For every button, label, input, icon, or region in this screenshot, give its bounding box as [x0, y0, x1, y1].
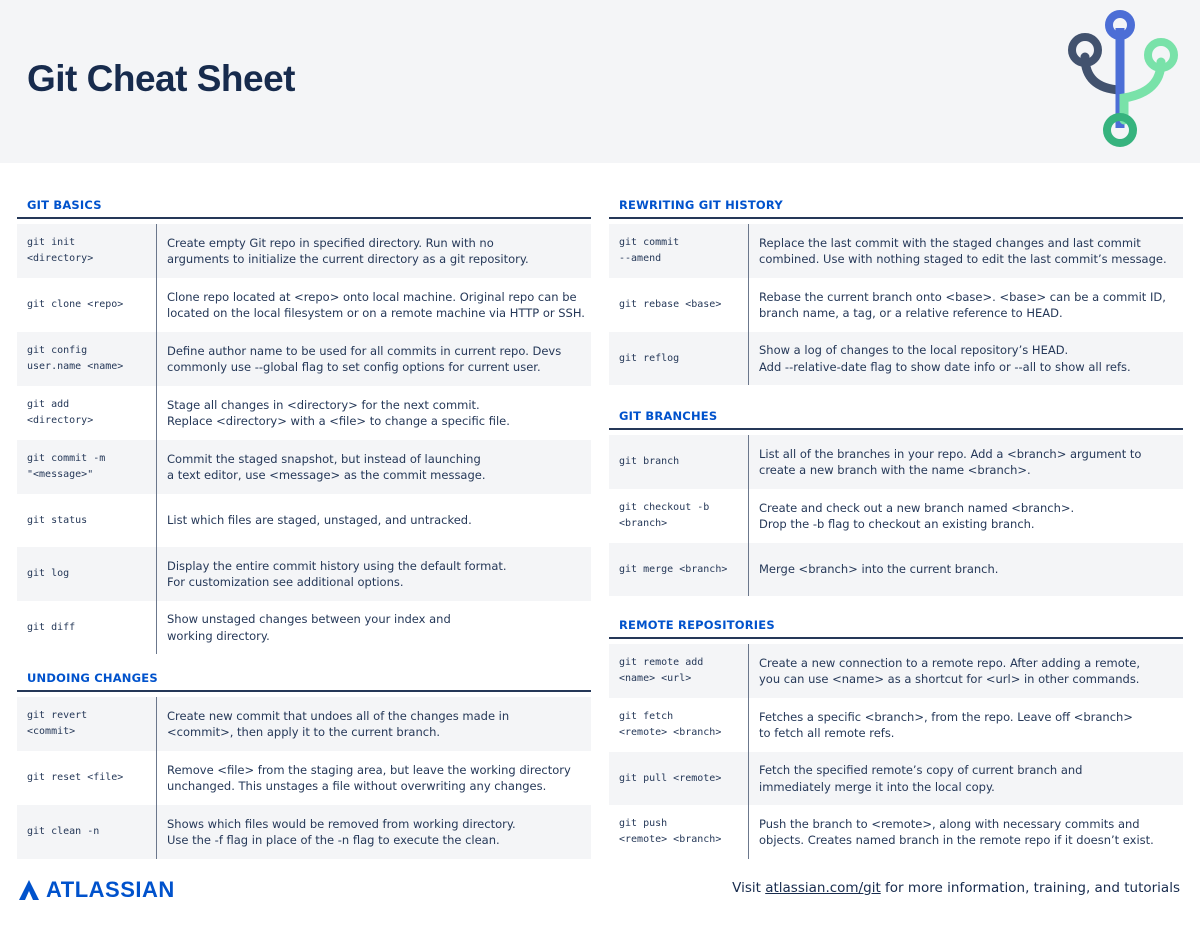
table-row — [17, 601, 591, 654]
command: git reset <file> — [17, 751, 157, 805]
description: Fetch the specified remote’s copy of current branch and immediately merge it into the local copy. — [759, 763, 1083, 794]
table-row — [609, 435, 1183, 489]
description: Display the entire commit history using the default format. For customization see additional options. — [167, 558, 507, 589]
description: Clone repo located at <repo> onto local machine. Original repo can be located on the local filesystem or on a remote machine via HTTP or SSH. — [167, 289, 585, 320]
description: Create new commit that undoes all of the changes made in <commit>, then apply it to the current branch. — [167, 708, 510, 739]
description: Show a log of changes to the local repository’s HEAD. Add --relative-date flag to show date info or --all to show all refs. — [759, 343, 1131, 374]
section-title: GIT BASICS — [17, 198, 591, 219]
section-undoing-changes — [17, 671, 591, 859]
section-git-branches — [609, 409, 1183, 596]
header — [0, 0, 1200, 163]
command: git fetch <remote> <branch> — [609, 698, 749, 752]
table-row — [609, 752, 1183, 805]
section-title: UNDOING CHANGES — [17, 671, 591, 692]
table-row — [17, 805, 591, 859]
footer-link[interactable]: atlassian.com/git — [765, 880, 881, 896]
description: Shows which files would be removed from working directory. Use the -f flag in place of the -n flag to execute the clean. — [167, 816, 516, 847]
section-title: GIT BRANCHES — [609, 409, 1183, 430]
command: git status — [17, 494, 157, 547]
section-remote-repositories — [609, 618, 1183, 859]
command: git revert <commit> — [17, 697, 157, 751]
description: Create empty Git repo in specified directory. Run with no arguments to initialize the current directory as a git repository. — [167, 235, 529, 266]
command: git commit -m "<message>" — [17, 440, 157, 494]
table-row — [17, 494, 591, 547]
description: Merge <branch> into the current branch. — [759, 562, 999, 577]
table-row — [609, 224, 1183, 278]
section-git-basics — [17, 198, 591, 654]
git-branch-icon — [1058, 10, 1188, 152]
command: git config user.name <name> — [17, 332, 157, 386]
description: Fetches a specific <branch>, from the repo. Leave off <branch> to fetch all remote refs. — [759, 709, 1133, 740]
table-row — [17, 386, 591, 440]
description: Replace the last commit with the staged changes and last commit combined. Use with nothing staged to edit the last commit’s message. — [759, 235, 1167, 266]
table-row — [609, 543, 1183, 596]
command: git commit --amend — [609, 224, 749, 278]
table-row — [609, 805, 1183, 859]
description: Remove <file> from the staging area, but leave the working directory unchanged. This unstages a file without overwriting any changes. — [167, 762, 571, 793]
table-row — [609, 278, 1183, 332]
description: List which files are staged, unstaged, and untracked. — [167, 513, 472, 528]
table-row — [609, 698, 1183, 752]
table-row — [17, 332, 591, 386]
brand-name: ATLASSIAN — [46, 877, 175, 902]
footer — [732, 880, 1180, 896]
atlassian-logo[interactable] — [18, 877, 175, 903]
table-row — [17, 224, 591, 278]
command: git reflog — [609, 332, 749, 385]
description: Commit the staged snapshot, but instead of launching a text editor, use <message> as the commit message. — [167, 451, 486, 482]
description: Rebase the current branch onto <base>. <base> can be a commit ID, branch name, a tag, or a relative reference to HEAD. — [759, 289, 1166, 320]
command: git push <remote> <branch> — [609, 805, 749, 859]
description: Stage all changes in <directory> for the next commit. Replace <directory> with a <file> to change a specific file. — [167, 397, 510, 428]
command: git pull <remote> — [609, 752, 749, 805]
table-row — [17, 697, 591, 751]
footer-suffix: for more information, training, and tutorials — [880, 880, 1180, 896]
command: git rebase <base> — [609, 278, 749, 332]
command: git diff — [17, 601, 157, 654]
command: git add <directory> — [17, 386, 157, 440]
table-row — [17, 440, 591, 494]
page-title: Git Cheat Sheet — [27, 58, 295, 99]
description: Create a new connection to a remote repo. After adding a remote, you can use <name> as a shortcut for <url> in other commands. — [759, 655, 1141, 686]
table-row — [609, 489, 1183, 543]
command: git remote add <name> <url> — [609, 644, 749, 698]
description: Define author name to be used for all commits in current repo. Devs commonly use --global flag to set config options for current user. — [167, 343, 562, 374]
description: Create and check out a new branch named <branch>. Drop the -b flag to checkout an existing branch. — [759, 500, 1075, 531]
section-rewriting-history — [609, 198, 1183, 385]
description: Push the branch to <remote>, along with necessary commits and objects. Creates named branch in the remote repo if it doesn’t exist. — [759, 816, 1154, 847]
command: git merge <branch> — [609, 543, 749, 596]
table-row — [17, 547, 591, 601]
table-row — [609, 644, 1183, 698]
table-row — [17, 278, 591, 332]
section-title: REWRITING GIT HISTORY — [609, 198, 1183, 219]
table-row — [17, 751, 591, 805]
description: List all of the branches in your repo. Add a <branch> argument to create a new branch with the name <branch>. — [759, 446, 1142, 477]
section-title: REMOTE REPOSITORIES — [609, 618, 1183, 639]
command: git log — [17, 547, 157, 601]
command: git checkout -b <branch> — [609, 489, 749, 543]
command: git init <directory> — [17, 224, 157, 278]
atlassian-icon — [18, 879, 40, 901]
command: git clone <repo> — [17, 278, 157, 332]
description: Show unstaged changes between your index and working directory. — [167, 612, 451, 643]
footer-prefix: Visit — [732, 880, 766, 896]
command: git clean -n — [17, 805, 157, 859]
table-row — [609, 332, 1183, 385]
command: git branch — [609, 435, 749, 489]
